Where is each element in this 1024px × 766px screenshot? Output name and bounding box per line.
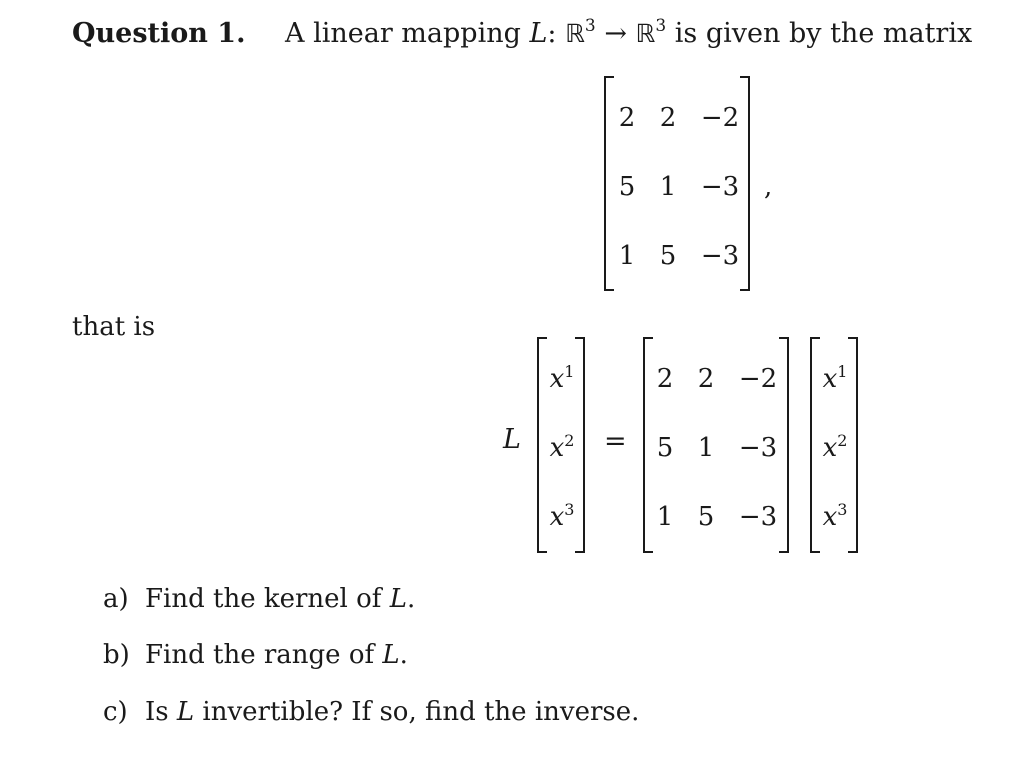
part-a-text: Find the kernel of L. (145, 584, 416, 614)
matrix-cell: 1 (697, 433, 715, 463)
matrix-cell: −2 (738, 364, 778, 394)
part-b-label: b) (103, 640, 130, 670)
part-c-text: Is L invertible? If so, find the inverse. (145, 697, 640, 727)
question-intro (285, 18, 972, 49)
matrix-cell: −3 (738, 433, 778, 463)
vector-entry: $x^3$ (822, 500, 848, 532)
matrix-cell: −3 (700, 172, 740, 202)
operator-L: L (503, 424, 521, 455)
part-a-label: a) (103, 584, 129, 614)
matrix-cell: 2 (656, 364, 674, 394)
codomain-exp: 3 (655, 16, 667, 36)
question-label: Question 1. (72, 18, 246, 49)
matrix-cell: −3 (700, 241, 740, 271)
vector-entry: $x^3$ (549, 500, 575, 532)
domain-exp: 3 (584, 16, 596, 36)
map-colon: : (547, 18, 566, 49)
matrix-cell: −2 (700, 103, 740, 133)
lhs-vector (537, 339, 585, 551)
part-c-label: c) (103, 697, 128, 727)
intro-suffix: is given by the matrix (666, 18, 973, 49)
codomain-symbol: ℝ (635, 19, 656, 48)
matrix-cell: 5 (659, 241, 677, 271)
matrix-cell: 1 (656, 502, 674, 532)
vector-entry: $x^2$ (822, 431, 848, 463)
matrix-cell: 1 (659, 172, 677, 202)
matrix-cell: 2 (618, 103, 636, 133)
intro-prefix: A linear mapping (285, 18, 530, 49)
matrix-cell: 2 (659, 103, 677, 133)
domain-symbol: ℝ (565, 19, 585, 48)
vector-entry: $x^2$ (549, 431, 575, 463)
equation-matrix (643, 339, 789, 551)
matrix-cell: 1 (618, 241, 636, 271)
vector-entry: $x^1$ (822, 362, 848, 394)
equals-sign: = (604, 426, 627, 457)
matrix-trailing-comma: , (764, 172, 773, 202)
matrix-cell: 5 (618, 172, 636, 202)
vector-entry: $x^1$ (549, 362, 575, 394)
arrow-symbol: → (604, 18, 627, 49)
rhs-vector (810, 339, 858, 551)
matrix-cell: 5 (697, 502, 715, 532)
map-name: L (529, 18, 548, 49)
matrix-cell: 2 (697, 364, 715, 394)
matrix-cell: 5 (656, 433, 674, 463)
matrix-display (604, 78, 750, 289)
that-is-text: that is (72, 312, 156, 342)
matrix-cell: −3 (738, 502, 778, 532)
part-b-text: Find the range of L. (145, 640, 408, 670)
